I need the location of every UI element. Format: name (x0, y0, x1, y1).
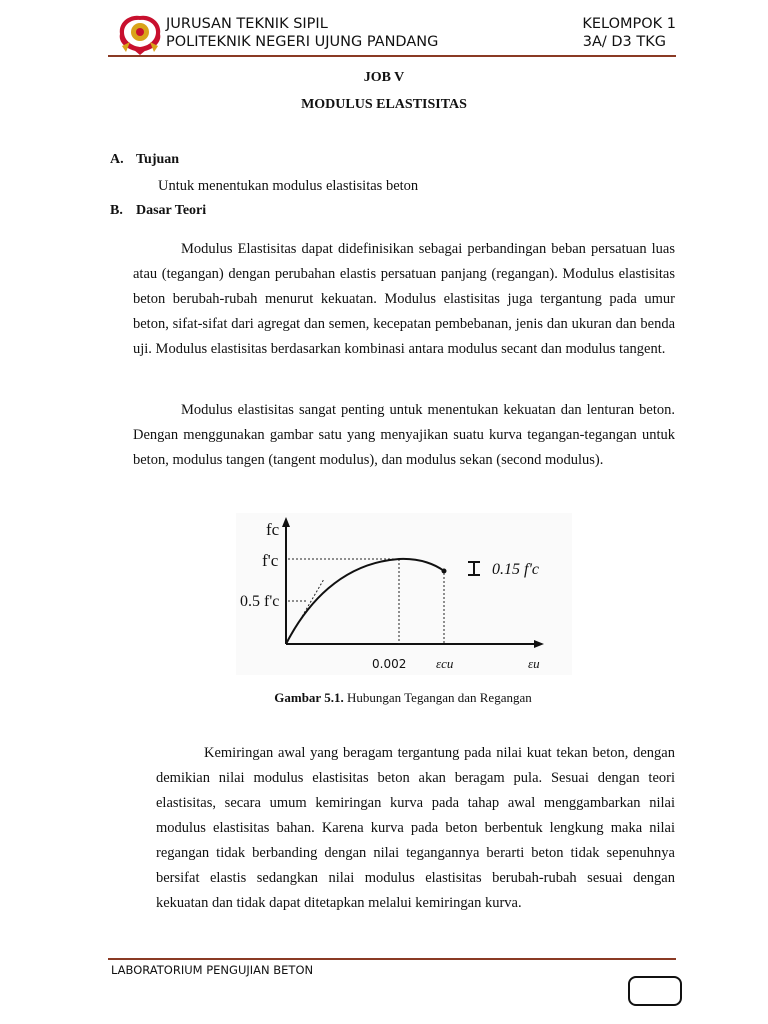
section-b-heading (110, 203, 206, 219)
section-a-text: Untuk menentukan modulus elastisitas beton (158, 178, 419, 194)
stress-strain-figure (236, 513, 572, 675)
x-tick-peak-strain: 0.002 (372, 657, 407, 671)
section-a-letter: A. (110, 152, 124, 167)
section-a-heading (110, 152, 179, 168)
section-b-letter: B. (110, 203, 123, 218)
y-axis-label: fc (266, 520, 280, 539)
x-tick-ultimate-strain: εcu (436, 656, 454, 671)
footer-lab-name: LABORATORIUM PENGUJIAN BETON (111, 963, 314, 977)
header-institution: POLITEKNIK NEGERI UJUNG PANDANG (166, 34, 439, 50)
figure-caption (0, 690, 768, 706)
paragraph-2: Modulus elastisitas sangat penting untuk menentukan kekuatan dan lenturan beton. Dengan menggunakan gambar satu yang menyajikan suatu kurva tegangan-tegangan untuk beton, modulus tangen (tangent modulus), dan modulus sekan (second modulus). (133, 402, 675, 468)
page-number-box (628, 976, 682, 1006)
page-header (108, 14, 676, 54)
polytechnic-logo-icon (116, 12, 164, 56)
page-title: MODULUS ELASTISITAS (301, 97, 467, 112)
header-rule (108, 55, 676, 57)
section-b-title: Dasar Teori (136, 203, 207, 218)
header-department: JURUSAN TEKNIK SIPIL (166, 16, 328, 32)
peak-stress-label: f'c (262, 551, 279, 570)
drop-label: 0.15 f'c (492, 561, 539, 578)
footer-rule (108, 958, 676, 960)
header-group: KELOMPOK 1 (582, 16, 676, 32)
header-class: 3A/ D3 TKG (582, 34, 666, 50)
figure-caption-number: Gambar 5.1. (274, 690, 344, 705)
paragraph-3: Kemiringan awal yang beragam tergantung pada nilai kuat tekan beton, dengan demikian nilai modulus elastisitas beton akan beragam pula. Sesuai dengan teori elastisitas, secara umum kemiringan kurva pada tahap awal menggambarkan nilai modulus elastisitas bahan. Karena kurva pada beton berbentuk lengkung maka nilai regangan tidak berbanding dengan nilai tegangannya berarti beton tidak sepenuhnya bersifat elastis sedangkan nilai modulus elastisitas berubah-rubah sesuai dengan kekuatan dan tidak dapat ditetapkan melalui kemiringan kurva. (156, 745, 675, 911)
figure-caption-text: Hubungan Tegangan dan Regangan (343, 690, 532, 705)
ultimate-point (442, 569, 447, 574)
job-number: JOB V (363, 70, 405, 85)
section-a-title: Tujuan (136, 152, 180, 167)
half-stress-label: 0.5 f'c (240, 593, 280, 610)
x-tick-u-strain: εu (528, 656, 540, 671)
paragraph-1: Modulus Elastisitas dapat didefinisikan sebagai perbandingan beban persatuan luas atau (tegangan) dengan perubahan elastis persatuan panjang (regangan). Modulus elastisitas beton berubah-rubah menurut kekuatan. Modulus elastisitas juga tergantung pada umur beton, sifat-sifat dari agregat dan semen, kecepatan pembebanan, jenis dan ukuran dan benda uji. Modulus elastisitas berdasarkan kombinasi antara modulus secant dan modulus tangent. (133, 241, 675, 357)
